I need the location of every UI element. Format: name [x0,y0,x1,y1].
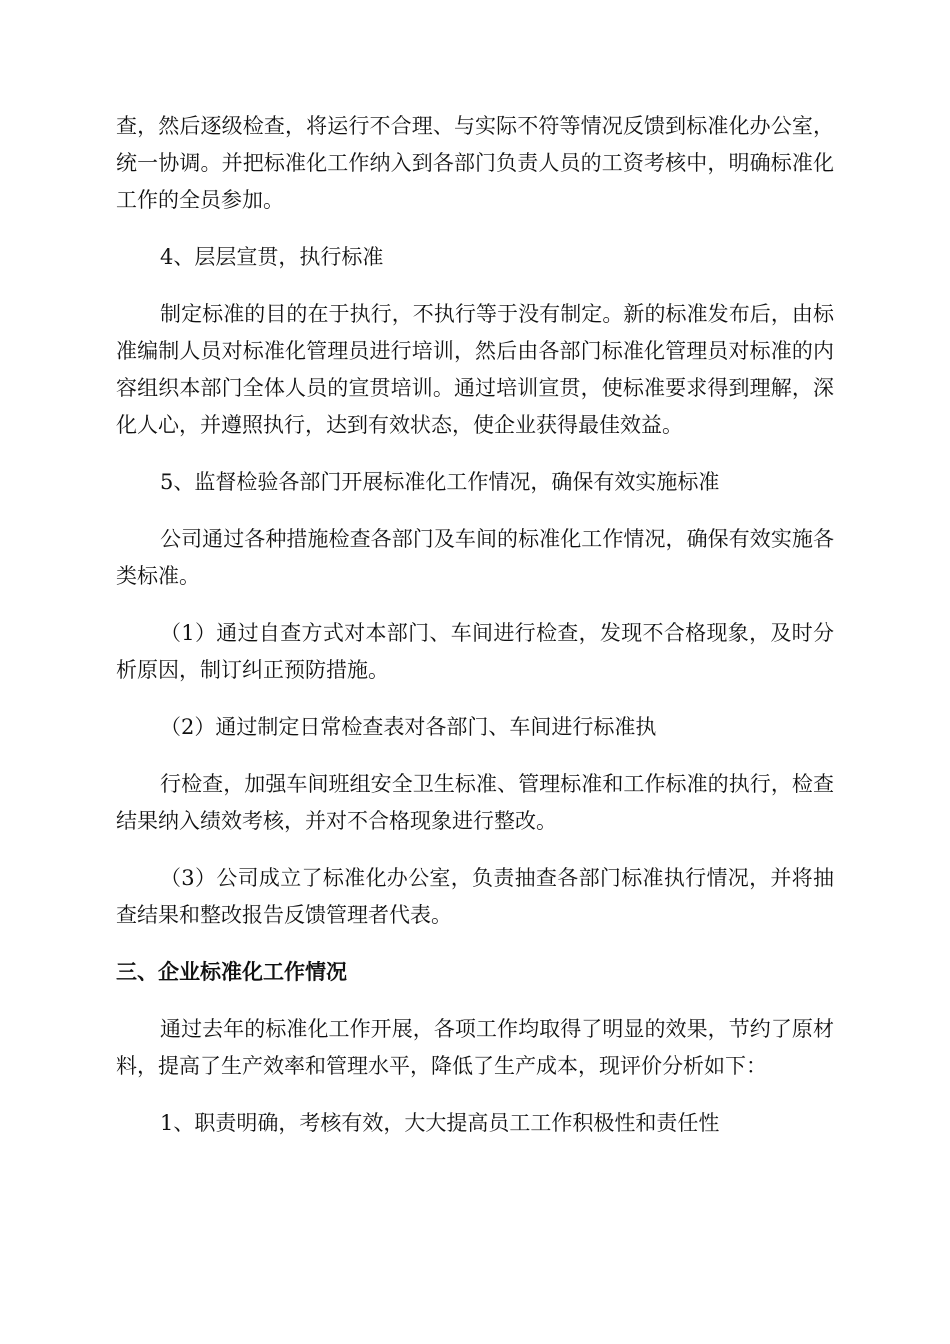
list-item-1: （1）通过自查方式对本部门、车间进行检查，发现不合格现象，及时分析原因，制订纠正预防措施。 [116,621,834,682]
section-heading-1: 1、职责明确，考核有效，大大提高员工工作积极性和责任性 [160,1111,720,1135]
section-heading-4: 4、层层宣贯，执行标准 [160,245,384,269]
paragraph-work-results: 通过去年的标准化工作开展，各项工作均取得了明显的效果，节约了原材料，提高了生产效率和管理水平，降低了生产成本，现评价分析如下： [116,1017,834,1078]
paragraph-standards-execution: 制定标准的目的在于执行，不执行等于没有制定。新的标准发布后，由标准编制人员对标准化管理员进行培训，然后由各部门标准化管理员对标准的内容组织本部门全体人员的宣贯培训。通过培训宣贯，使标准要求得到理解，深化人心，并遵照执行，达到有效状态，使企业获得最佳效益。 [116,302,834,437]
section-heading-5: 5、监督检验各部门开展标准化工作情况，确保有效实施标准 [160,470,720,494]
paragraph-inspection-measures: 公司通过各种措施检查各部门及车间的标准化工作情况，确保有效实施各类标准。 [116,527,834,588]
chapter-heading-3: 三、企业标准化工作情况 [116,960,347,984]
list-item-2-continuation: 行检查，加强车间班组安全卫生标准、管理标准和工作标准的执行，检查结果纳入绩效考核，并对不合格现象进行整改。 [116,772,834,833]
document-body [116,108,834,1162]
list-item-3: （3）公司成立了标准化办公室，负责抽查各部门标准执行情况，并将抽查结果和整改报告反馈管理者代表。 [116,866,834,927]
paragraph-continuation: 查，然后逐级检查，将运行不合理、与实际不符等情况反馈到标准化办公室，统一协调。并把标准化工作纳入到各部门负责人员的工资考核中，明确标准化工作的全员参加。 [116,114,834,212]
list-item-2: （2）通过制定日常检查表对各部门、车间进行标准执 [160,715,657,739]
